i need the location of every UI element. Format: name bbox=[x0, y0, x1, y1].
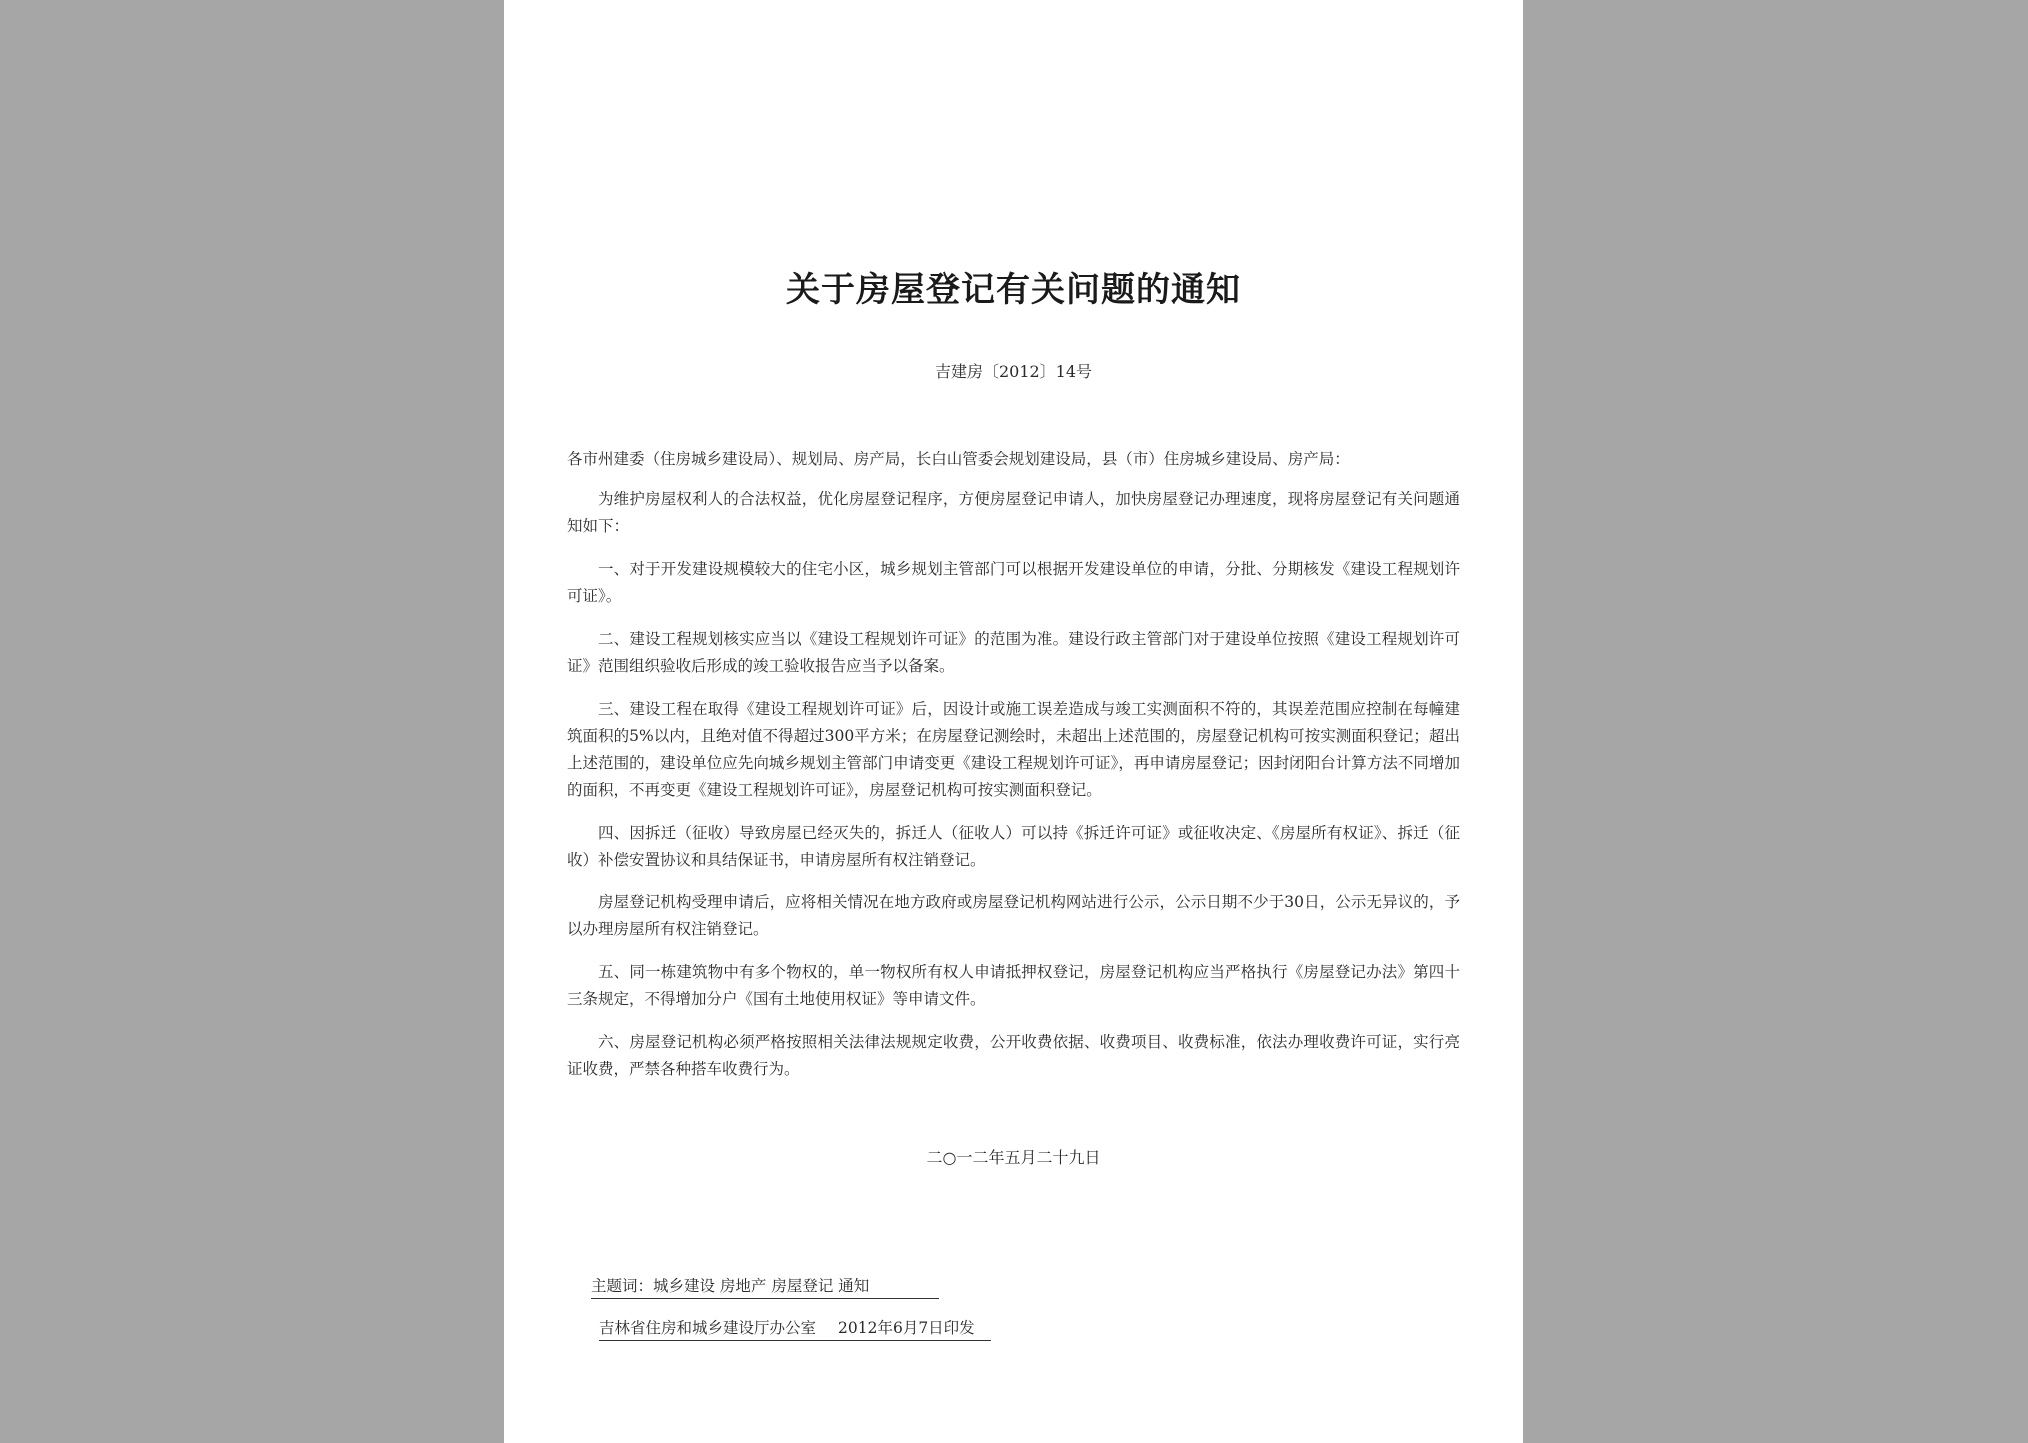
body-paragraph-6 bbox=[567, 1029, 1460, 1083]
paragraph-text: 为维护房屋权利人的合法权益，优化房屋登记程序，方便房屋登记申请人，加快房屋登记办理速度，现将房屋登记有关问题通知如下： bbox=[567, 490, 1460, 535]
body-paragraph-3 bbox=[567, 696, 1460, 804]
document-number: 吉建房〔2012〕14号 bbox=[934, 362, 1093, 381]
document-title: 关于房屋登记有关问题的通知 bbox=[786, 270, 1241, 310]
addressee: 各市州建委（住房城乡建设局）、规划局、房产局，长白山管委会规划建设局，县（市）住房城乡建设局、房产局： bbox=[567, 450, 1350, 468]
paragraph-text: 三、建设工程在取得《建设工程规划许可证》后，因设计或施工误差造成与竣工实测面积不符的，其误差范围应控制在每幢建筑面积的5%以内，且绝对值不得超过300平方米；在房屋登记测绘时，未超出上述范围的，房屋登记机构可按实测面积登记；超出上述范围的，建设单位应先向城乡规划主管部门申请变更《建设工程规划许可证》，再申请房屋登记；因封闭阳台计算方法不同增加的面积，不再变更《建设工程规划许可证》，房屋登记机构可按实测面积登记。 bbox=[567, 700, 1460, 799]
body-paragraph-4-note bbox=[567, 889, 1460, 943]
document-page bbox=[504, 0, 1523, 1443]
paragraph-text: 五、同一栋建筑物中有多个物权的，单一物权所有权人申请抵押权登记，房屋登记机构应当严格执行《房屋登记办法》第四十三条规定，不得增加分户《国有土地使用权证》等申请文件。 bbox=[567, 963, 1460, 1008]
paragraph-text: 四、因拆迁（征收）导致房屋已经灭失的，拆迁人（征收人）可以持《拆迁许可证》或征收决定、《房屋所有权证》、拆迁（征收）补偿安置协议和具结保证书，申请房屋所有权注销登记。 bbox=[567, 824, 1460, 869]
paragraph-text: 房屋登记机构受理申请后，应将相关情况在地方政府或房屋登记机构网站进行公示，公示日期不少于30日，公示无异议的，予以办理房屋所有权注销登记。 bbox=[567, 893, 1460, 938]
body-paragraph-intro bbox=[567, 486, 1460, 540]
body-paragraph-5 bbox=[567, 959, 1460, 1013]
paragraph-text: 六、房屋登记机构必须严格按照相关法律法规规定收费，公开收费依据、收费项目、收费标准，依法办理收费许可证，实行亮证收费，严禁各种搭车收费行为。 bbox=[567, 1033, 1460, 1078]
body-paragraph-2 bbox=[567, 626, 1460, 680]
document-date: 二○一二年五月二十九日 bbox=[926, 1148, 1101, 1167]
body-paragraph-4 bbox=[567, 820, 1460, 874]
paragraph-text: 一、对于开发建设规模较大的住宅小区，城乡规划主管部门可以根据开发建设单位的申请，分批、分期核发《建设工程规划许可证》。 bbox=[567, 560, 1460, 605]
issue-date: 2012年6月7日印发 bbox=[838, 1319, 975, 1337]
paragraph-text: 二、建设工程规划核实应当以《建设工程规划许可证》的范围为准。建设行政主管部门对于建设单位按照《建设工程规划许可证》范围组织验收后形成的竣工验收报告应当予以备案。 bbox=[567, 630, 1460, 675]
issuer-line bbox=[599, 1317, 991, 1341]
issuer-name: 吉林省住房和城乡建设厅办公室 bbox=[599, 1319, 817, 1337]
keywords-line: 主题词：城乡建设 房地产 房屋登记 通知 bbox=[591, 1275, 939, 1299]
body-paragraph-1 bbox=[567, 556, 1460, 610]
